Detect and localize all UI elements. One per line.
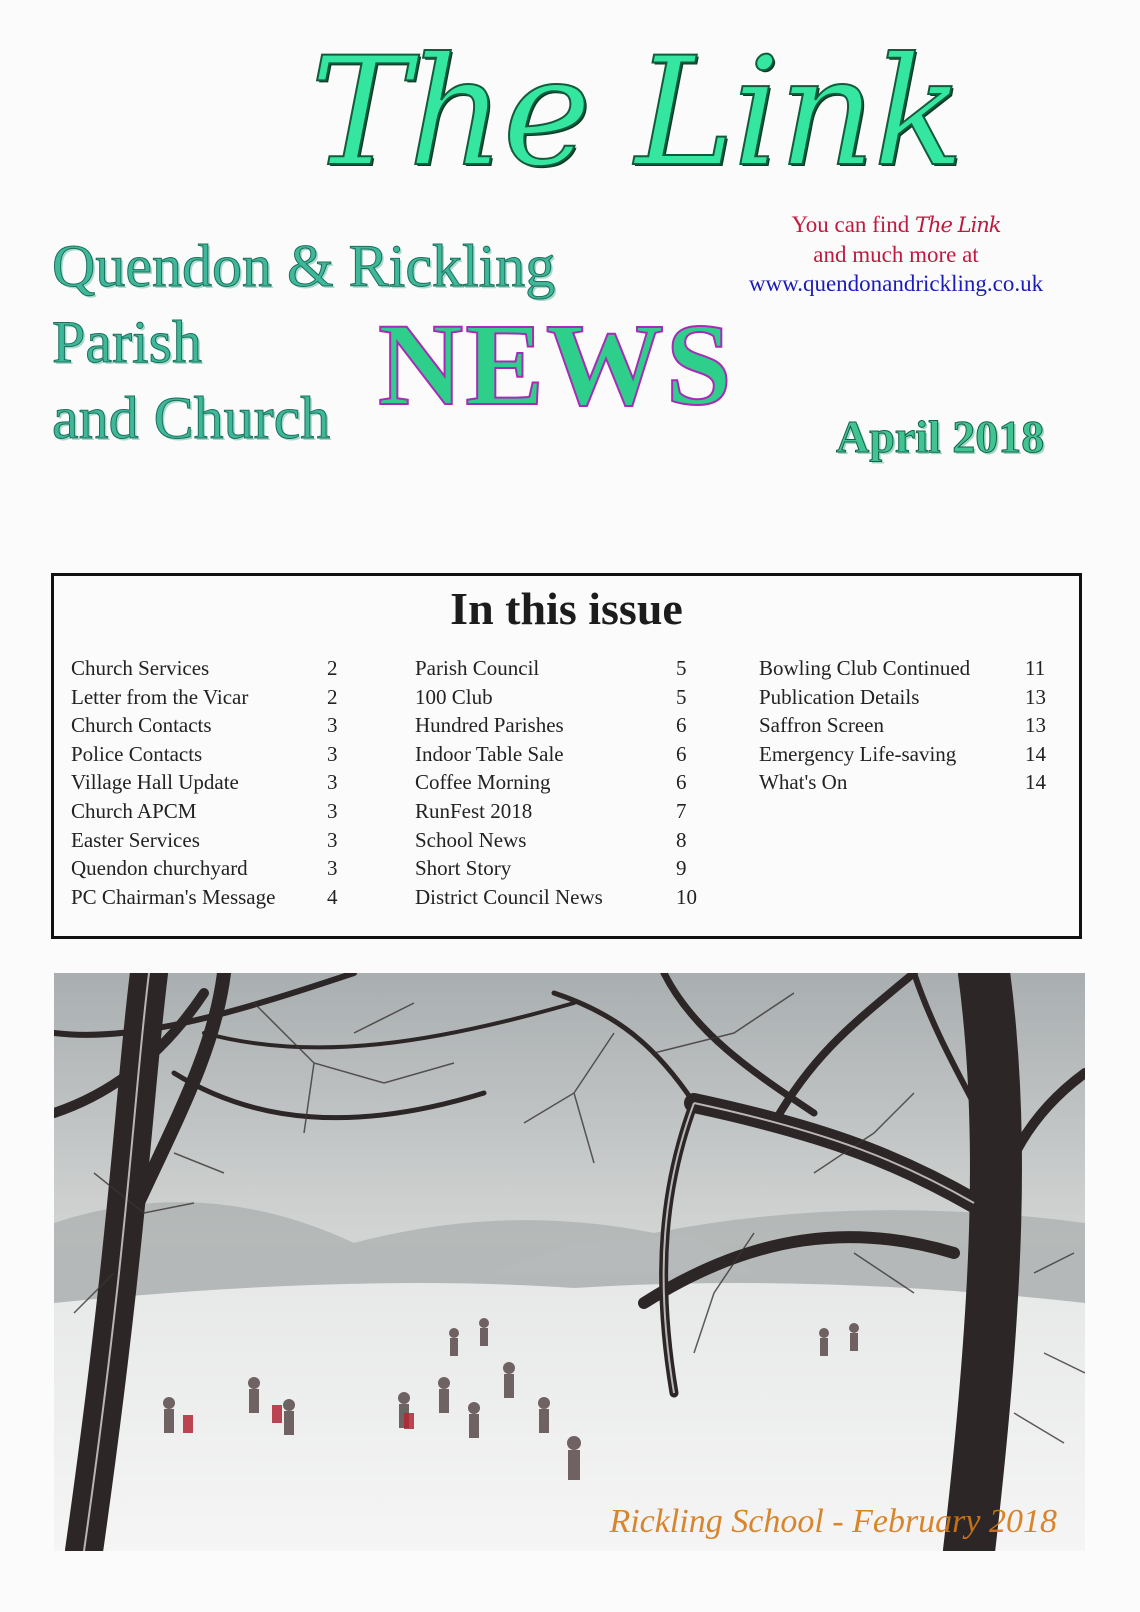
contents-row — [415, 740, 710, 769]
contents-item-page: 13 — [1025, 684, 1046, 709]
contents-row — [415, 883, 710, 912]
title-line-2: Parish — [52, 309, 202, 375]
contents-column-2 — [415, 654, 710, 911]
contents-item-page: 6 — [676, 741, 687, 766]
title-line-3: and Church — [52, 385, 331, 451]
masthead-title: The Link — [310, 26, 963, 200]
contents-item-label: 100 Club — [415, 684, 493, 709]
contents-item-page: 9 — [676, 856, 687, 881]
title-line-1: Quendon & Rickling — [52, 233, 556, 299]
contents-item-page: 3 — [327, 713, 338, 738]
contents-item-page: 7 — [676, 798, 687, 823]
contents-item-page: 6 — [676, 713, 687, 738]
contents-item-label: PC Chairman's Message — [71, 884, 276, 909]
contents-item-label: Emergency Life-saving — [759, 741, 957, 766]
contents-item-label: Church Contacts — [71, 713, 212, 738]
contents-item-label: Publication Details — [759, 684, 920, 709]
contents-row — [71, 711, 361, 740]
contents-row — [71, 854, 361, 883]
contents-item-page: 14 — [1025, 770, 1046, 795]
website-note-prefix: You can find — [791, 212, 910, 237]
contents-item-page: 4 — [327, 884, 338, 909]
news-heading: NEWS — [378, 299, 734, 430]
contents-row — [71, 883, 361, 912]
contents-row — [415, 854, 710, 883]
contents-item-label: Short Story — [415, 856, 512, 881]
contents-row — [415, 654, 710, 683]
contents-item-label: Hundred Parishes — [415, 713, 564, 738]
contents-item-page: 3 — [327, 827, 338, 852]
contents-item-label: District Council News — [415, 884, 603, 909]
contents-item-label: Saffron Screen — [759, 713, 884, 738]
contents-row — [415, 711, 710, 740]
issue-date: April 2018 — [836, 411, 1045, 462]
contents-row — [759, 654, 1059, 683]
website-note-line2: and much more at — [813, 242, 979, 267]
contents-box — [51, 573, 1082, 939]
contents-row — [759, 711, 1059, 740]
contents-item-page: 2 — [327, 656, 338, 680]
contents-item-page: 10 — [676, 884, 697, 909]
contents-item-page: 3 — [327, 741, 338, 766]
contents-row — [759, 740, 1059, 769]
contents-row — [759, 683, 1059, 712]
contents-item-label: School News — [415, 827, 527, 852]
contents-item-label: Parish Council — [415, 656, 540, 680]
contents-item-page: 2 — [327, 684, 338, 709]
contents-item-label: Quendon churchyard — [71, 856, 248, 881]
contents-item-page: 5 — [676, 656, 687, 680]
contents-row — [71, 797, 361, 826]
contents-item-label: Village Hall Update — [71, 770, 239, 795]
contents-item-label: What's On — [759, 770, 848, 795]
contents-item-page: 5 — [676, 684, 687, 709]
contents-row — [415, 826, 710, 855]
website-note — [716, 210, 1076, 298]
contents-row — [415, 768, 710, 797]
contents-item-label: Church Services — [71, 656, 210, 680]
contents-row — [71, 768, 361, 797]
contents-column-1 — [71, 654, 361, 911]
website-note-brand: The Link — [914, 213, 1001, 237]
contents-item-label: RunFest 2018 — [415, 798, 533, 823]
contents-item-page: 11 — [1025, 656, 1046, 680]
contents-item-label: Easter Services — [71, 827, 200, 852]
contents-row — [71, 683, 361, 712]
contents-row — [759, 768, 1059, 797]
contents-item-label: Police Contacts — [71, 741, 203, 766]
contents-item-page: 8 — [676, 827, 687, 852]
website-url-link[interactable]: www.quendonandrickling.co.uk — [748, 271, 1044, 296]
contents-column-3 — [759, 654, 1059, 797]
snowy-school-field-image — [54, 973, 1085, 1551]
contents-row — [71, 740, 361, 769]
contents-item-label: Coffee Morning — [415, 770, 551, 795]
cover-photo — [54, 973, 1085, 1551]
contents-row — [71, 826, 361, 855]
contents-item-label: Letter from the Vicar — [71, 684, 249, 709]
contents-item-page: 13 — [1025, 713, 1046, 738]
contents-item-page: 3 — [327, 856, 338, 881]
contents-row — [415, 683, 710, 712]
contents-item-label: Church APCM — [71, 798, 197, 823]
contents-heading: In this issue — [450, 583, 683, 634]
contents-item-label: Indoor Table Sale — [415, 741, 564, 766]
contents-row — [71, 654, 361, 683]
website-note-line1 — [716, 210, 1076, 240]
contents-item-page: 3 — [327, 770, 338, 795]
photo-caption: Rickling School - February 2018 — [609, 1503, 1057, 1540]
contents-item-label: Bowling Club Continued — [759, 656, 971, 680]
contents-item-page: 6 — [676, 770, 687, 795]
contents-item-page: 14 — [1025, 741, 1046, 766]
contents-row — [415, 797, 710, 826]
contents-item-page: 3 — [327, 798, 338, 823]
